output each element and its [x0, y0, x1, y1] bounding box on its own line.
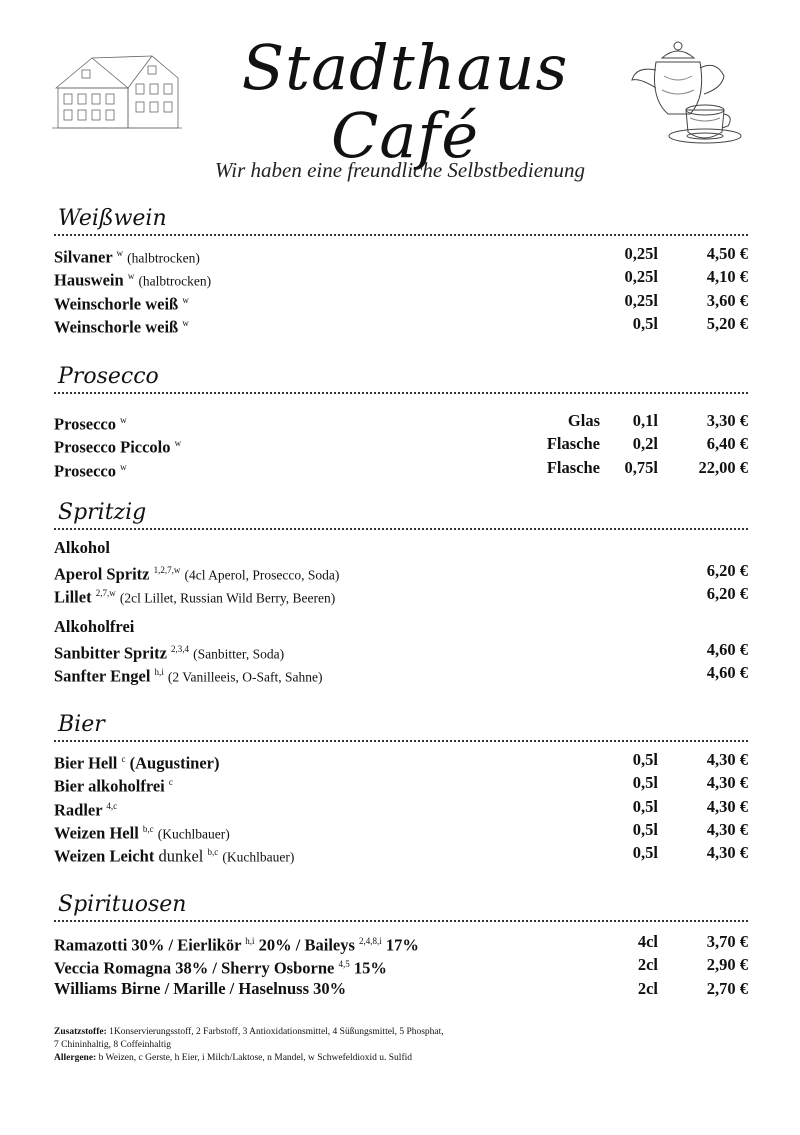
price: 2,90 €	[706, 955, 748, 975]
price: 4,30 €	[706, 750, 748, 769]
price: 3,60 €	[706, 290, 748, 310]
volume: 0,2l	[632, 434, 658, 454]
menu-item: Bier Hell $^c$ (Augustiner) 0,5l 4,30 €	[54, 750, 748, 773]
volume: 0,75l	[624, 457, 658, 477]
menu-item: Prosecco $^w$ Flasche 0,75l 22,00 €	[54, 457, 748, 481]
price: 4,30 €	[706, 819, 748, 839]
volume: 0,5l	[632, 819, 658, 839]
section-spritzig	[54, 498, 748, 684]
volume: 0,1l	[632, 411, 658, 430]
serving-type: Flasche	[546, 457, 600, 477]
price: 4,50 €	[706, 244, 748, 263]
menu-item: Ramazotti 30% / Eierlikör $^{h,i}$ 20% / Baileys $^{2,4,8,i}$ 17% 4cl 3,70 €	[54, 932, 748, 955]
price: 3,70 €	[706, 932, 748, 951]
section-title: Spritzig	[54, 498, 748, 530]
price: 3,30 €	[706, 411, 748, 430]
menu-item: Lillet $^{2,7,w}$ (2cl Lillet, Russian Wild Berry, Beeren) 6,20 €	[54, 584, 748, 607]
group-heading-alkoholfrei: Alkoholfrei	[54, 616, 135, 636]
menu-item: Weinschorle weiß $^w$ 0,5l 5,20 €	[54, 313, 748, 337]
serving-type: Glas	[567, 411, 600, 430]
self-service-notice: Wir haben eine freundliche Selbstbedienung	[214, 158, 586, 182]
price: 4,60 €	[706, 662, 748, 682]
menu-item: Hauswein $^w$ (halbtrocken) 0,25l 4,10 €	[54, 267, 748, 290]
menu-item: Veccia Romagna 38% / Sherry Osborne $^{4,5}$ 15% 2cl 2,90 €	[54, 955, 748, 978]
price: 4,30 €	[706, 796, 748, 816]
section-spirituosen	[54, 890, 748, 1000]
menu-item: Sanfter Engel $^{h,i}$ (2 Vanilleeis, O-Saft, Sahne) 4,60 €	[54, 662, 748, 686]
menu-item: Weizen Leicht dunkel $^{b,c}$ (Kuchlbauer) 0,5l 4,30 €	[54, 843, 748, 866]
volume: 0,5l	[632, 313, 658, 333]
section-title: Weißwein	[54, 204, 748, 236]
price: 6,40 €	[706, 434, 748, 454]
price: 4,10 €	[706, 267, 748, 287]
cafe-title: Stadthaus Café	[241, 31, 569, 173]
menu-item: Aperol Spritz $^{1,2,7,w}$ (4cl Aperol, Prosecco, Soda) 6,20 €	[54, 561, 748, 584]
menu-item: Radler $^{4,c}$ 0,5l 4,30 €	[54, 796, 748, 820]
allergens-note: Allergene: b Weizen, c Gerste, h Eier, i Milch/Laktose, n Mandel, w Schwefeldioxid u. Sulfid	[54, 1053, 413, 1063]
price: 6,20 €	[706, 561, 748, 580]
menu-item: Bier alkoholfrei $^c$ 0,5l 4,30 €	[54, 773, 748, 796]
price: 4,30 €	[706, 773, 748, 793]
price: 4,60 €	[706, 639, 748, 659]
volume: 0,25l	[624, 290, 658, 310]
section-prosecco	[54, 362, 748, 479]
section-bier	[54, 710, 748, 864]
volume: 4cl	[637, 932, 658, 951]
group-heading-alkohol: Alkohol	[54, 538, 110, 557]
menu-item: Silvaner $^w$ (halbtrocken) 0,25l 4,50 €	[54, 244, 748, 267]
volume: 0,5l	[632, 843, 658, 863]
volume: 2cl	[637, 955, 658, 975]
price: 22,00 €	[698, 457, 748, 477]
menu-item: Williams Birne / Marille / Haselnuss 30% 2cl 2,70 €	[54, 977, 748, 1000]
volume: 2cl	[637, 978, 658, 998]
town-house-illustration	[52, 48, 182, 130]
menu-item: Prosecco $^w$ Glas 0,1l 3,30 €	[54, 411, 748, 434]
volume: 0,5l	[632, 750, 658, 769]
menu-item: Prosecco Piccolo $^w$ Flasche 0,2l 6,40 €	[54, 434, 748, 457]
volume: 0,5l	[632, 773, 658, 793]
teapot-illustration	[628, 36, 746, 154]
section-title: Bier	[54, 710, 748, 742]
menu-item: Weizen Hell $^{b,c}$ (Kuchlbauer) 0,5l 4,30 €	[54, 819, 748, 843]
volume: 0,25l	[624, 244, 658, 263]
section-title: Prosecco	[54, 362, 748, 394]
volume: 0,25l	[624, 267, 658, 287]
section-title: Spirituosen	[54, 890, 748, 922]
footnotes	[54, 1026, 748, 1065]
price: 4,30 €	[706, 843, 748, 863]
menu-item: Sanbitter Spritz $^{2,3,4}$ (Sanbitter, Soda) 4,60 €	[54, 639, 748, 663]
section-weisswein	[54, 204, 748, 335]
additives-note-cont: 7 Chininhaltig, 8 Coffeinhaltig	[54, 1040, 171, 1050]
additives-note: Zusatzstoffe: 1Konservierungsstoff, 2 Farbstoff, 3 Antioxidationsmittel, 4 Süßungsmittel, 5 Phosphat,	[54, 1027, 444, 1037]
volume: 0,5l	[632, 796, 658, 816]
price: 5,20 €	[706, 313, 748, 333]
price: 2,70 €	[706, 978, 748, 998]
menu-item: Weinschorle weiß $^w$ 0,25l 3,60 €	[54, 290, 748, 314]
price: 6,20 €	[706, 584, 748, 604]
serving-type: Flasche	[546, 434, 600, 454]
